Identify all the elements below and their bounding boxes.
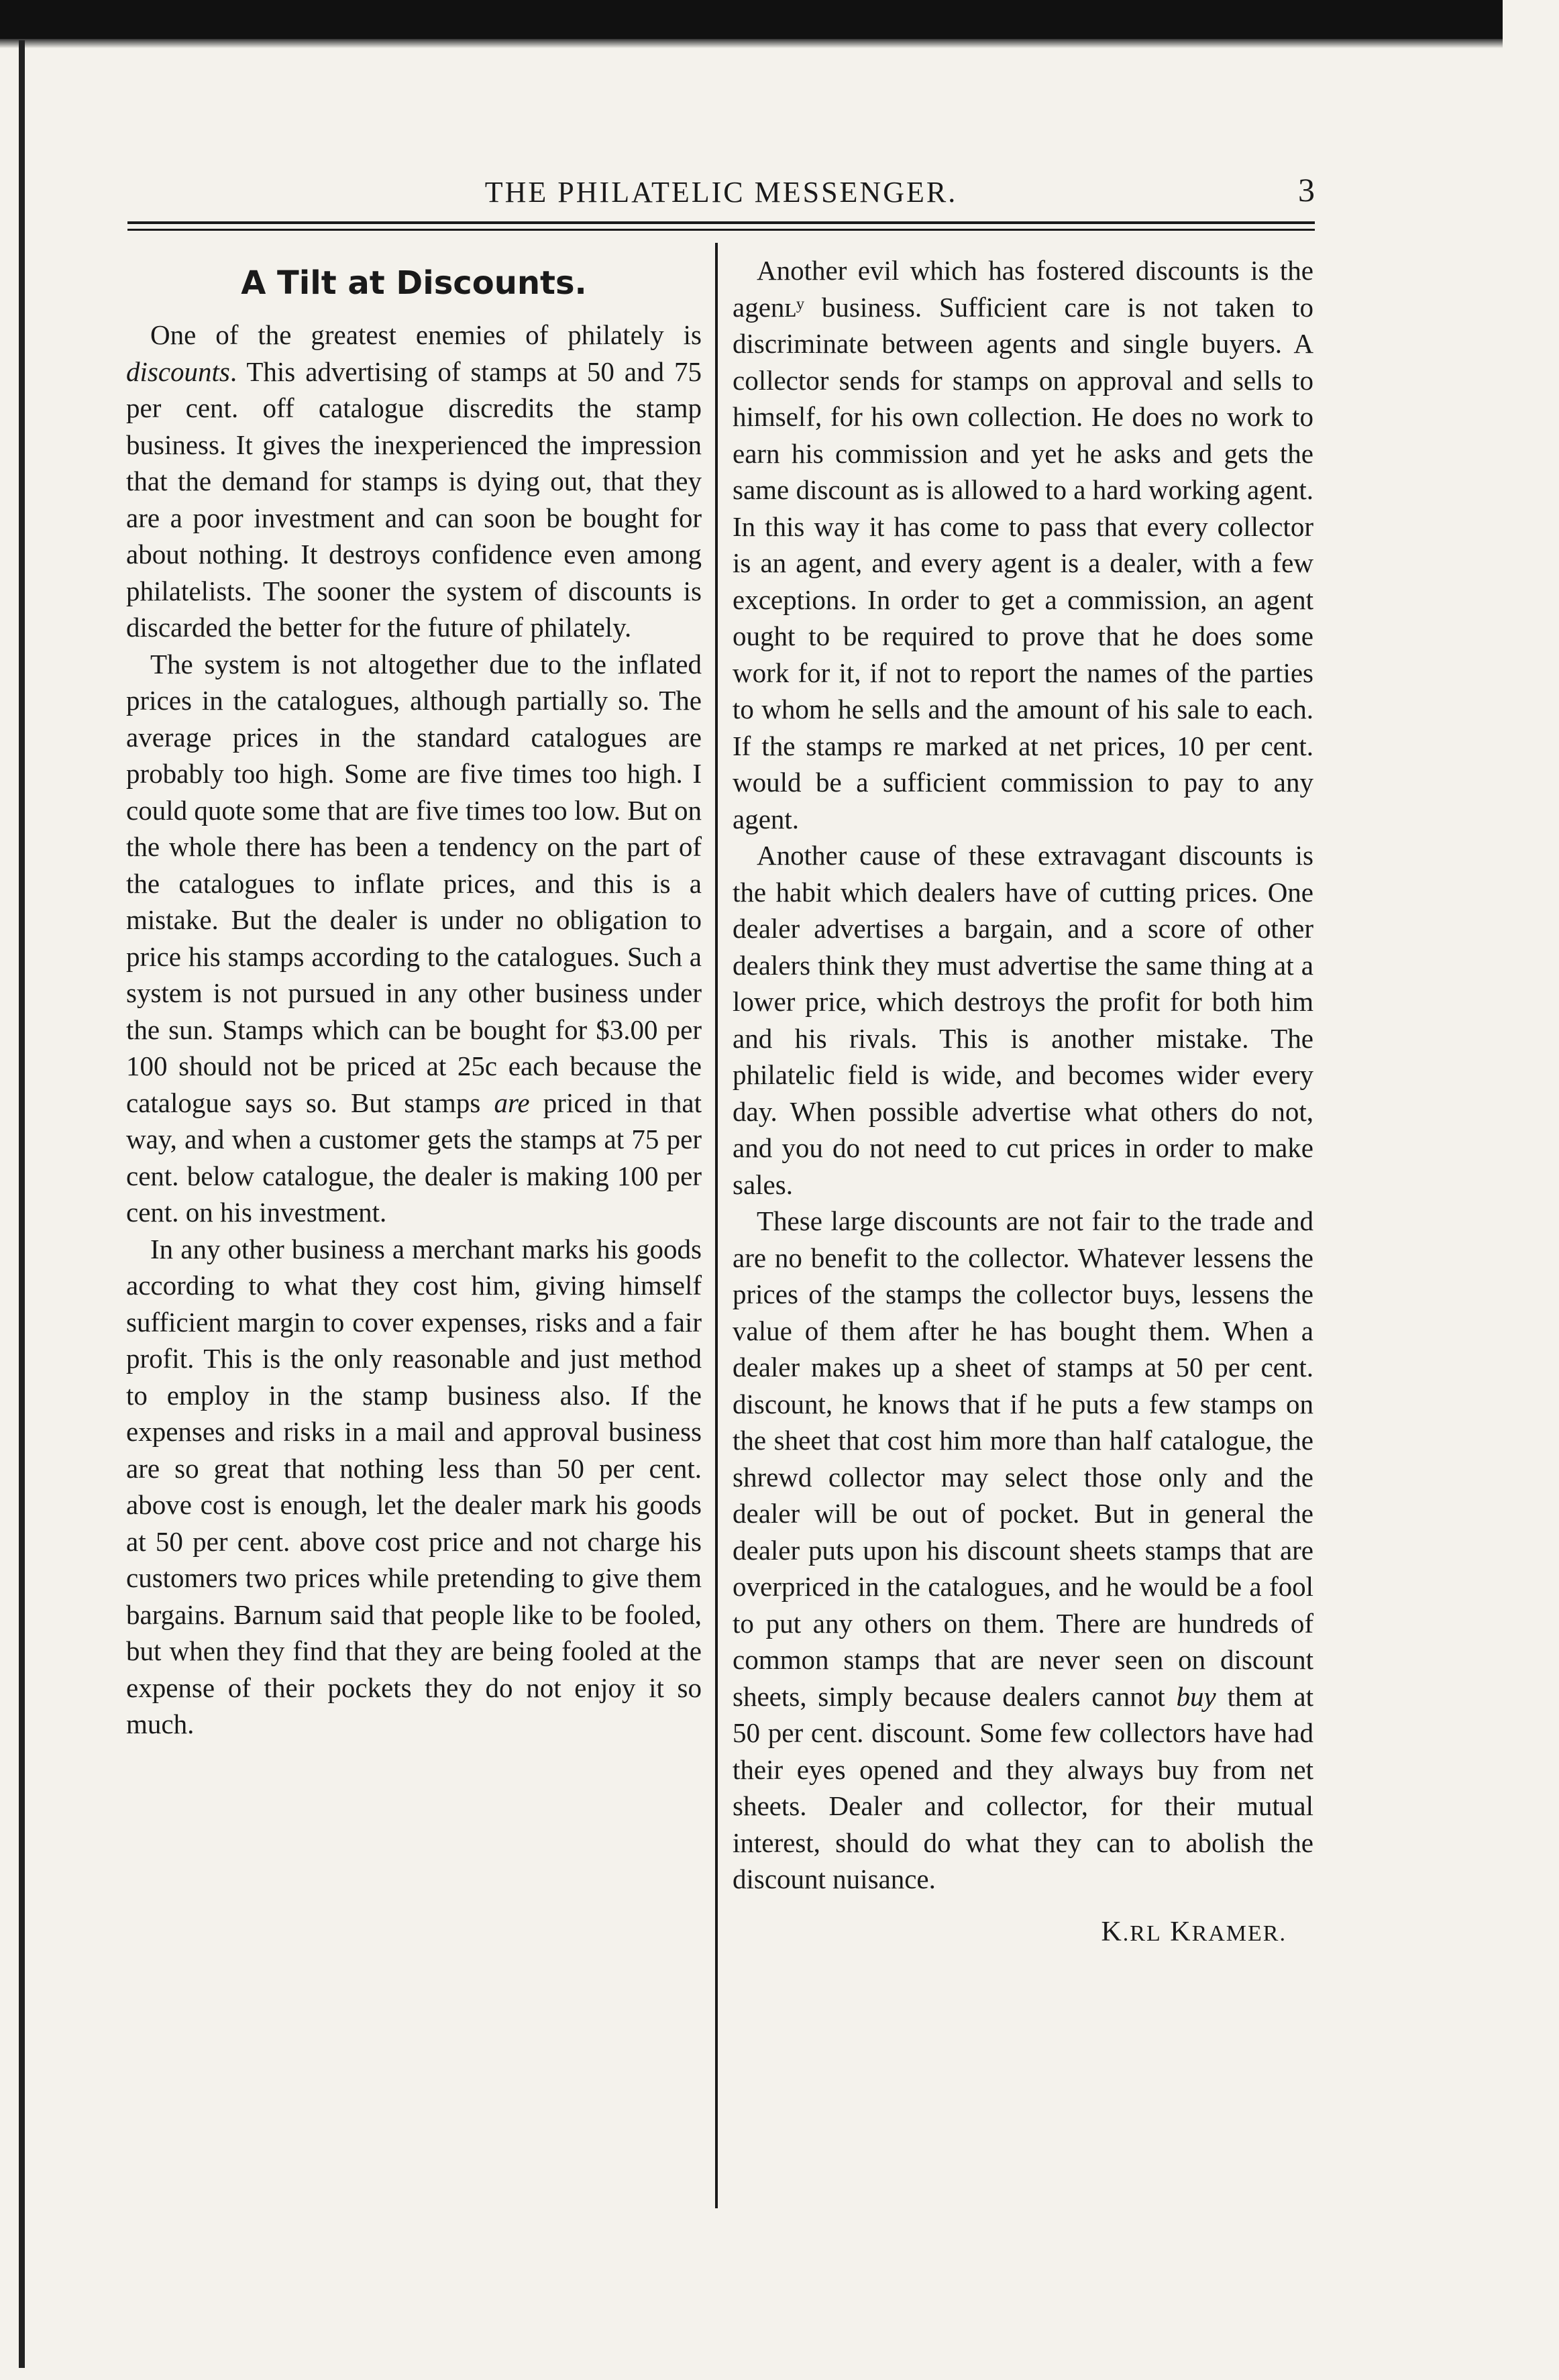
paragraph: Another evil which has fostered discounts is the agenʟʸ business. Sufficient care is not taken to discriminate between agents and single buyers. A collector sends for stamps on approval and sells to himself, for his own collection. He does no work to earn his commission and yet he asks and gets the same discount as is allowed to a hard working agent. In this way it has come to pass that every collector is an agent, and every agent is a dealer, with a few exceptions. In order to get a commission, an agent ought to be required to prove that he does some work for it, if not to report the names of the parties to whom he sells and the amount of his sale to each. If the stamps re marked at net prices, 10 per cent. would be a sufficient commission to pay to any agent. <box>733 255 1313 834</box>
scan-edge-shadow <box>0 39 1503 48</box>
page-header <box>127 169 1315 209</box>
running-title: THE PHILATELIC MESSENGER. <box>484 176 958 209</box>
left-column <box>126 252 702 2285</box>
emphasis: discounts <box>126 356 230 387</box>
column-divider <box>715 243 718 2208</box>
paragraph: The system is not altogether due to the inflated prices in the catalogues, although partially so. The average prices in the standard catalogues are probably too high. Some are five times too high. I could quote some that are five times too low. But on the whole there has been a tendency on the part of the catalogues to inflate prices, and this is a mistake. But the dealer is under no obligation to price his stamps according to the catalogues. Such a system is not pursued in any other business under the sun. Stamps which can be bought for $3.00 per 100 should not be priced at 25c each because the catalogue says so. But stamps are priced in that way, and when a customer gets the stamps at 75 per cent. below catalogue, the dealer is making 100 per cent. on his investment. <box>126 648 702 1228</box>
paragraph: One of the greatest enemies of philately is discounts. This advertising of stamps at 50 and 75 per cent. off catalogue discredits the stamp business. It gives the inexperienced the impression that the demand for stamps is dying out, that they are a poor investment and can soon be bought for about nothing. It destroys confidence even among philatelists. The sooner the system of discounts is discarded the better for the future of philately. <box>126 319 702 643</box>
header-double-rule <box>127 221 1315 231</box>
page-number: 3 <box>1298 171 1315 209</box>
paragraph: In any other business a merchant marks his goods according to what they cost him, giving himself sufficient margin to cover expenses, risks and a fair profit. This is the only reasonable and just method to employ in the stamp business also. If the expenses and risks in a mail and approval business are so great that nothing less than 50 per cent. above cost is enough, let the dealer mark his goods at 50 per cent. above cost price and not charge his customers two prices while pretending to give them bargains. Barnum said that people like to be fooled, but when they find that they are being fooled at the expense of their pockets they do not enjoy it so much. <box>126 1233 702 1739</box>
paragraph: Another cause of these extravagant discounts is the habit which dealers have of cutting prices. One dealer advertises a bargain, and a score of other dealers think they must advertise the same thing at a lower price, which destroys the profit for both him and his rivals. This is another mistake. The philatelic field is wide, and becomes wider every day. When possible advertise what others do not, and you do not need to cut prices in order to make sales. <box>733 840 1313 1200</box>
emphasis: are <box>494 1087 530 1118</box>
article-title: A Tilt at Discounts. <box>241 264 587 302</box>
emphasis: buy <box>1176 1680 1216 1712</box>
right-column <box>733 252 1313 2285</box>
scan-edge-top <box>0 0 1503 39</box>
binding-edge <box>19 40 25 2368</box>
paragraph: These large discounts are not fair to the trade and are no benefit to the collector. Whatever lessens the prices of the stamps the collector buys, lessens the value of them after he has bought them. When a dealer makes up a sheet of stamps at 50 per cent. discount, he knows that if he puts a few stamps on the sheet that cost him more than half catalogue, the shrewd collector may select those only and the dealer will be out of pocket. But in general the dealer puts upon his discount sheets stamps that are overpriced in the catalogues, and he would be a fool to put any others on them. There are hundreds of common stamps that are never seen on discount sheets, simply because dealers cannot buy them at 50 per cent. discount. Some few collectors have had their eyes opened and they always buy from net sheets. Dealer and collector, for their mutual interest, should do what they can to abolish the discount nuisance. <box>733 1205 1313 1894</box>
author-byline: K.RL KRAMER. <box>1101 1916 1287 1947</box>
